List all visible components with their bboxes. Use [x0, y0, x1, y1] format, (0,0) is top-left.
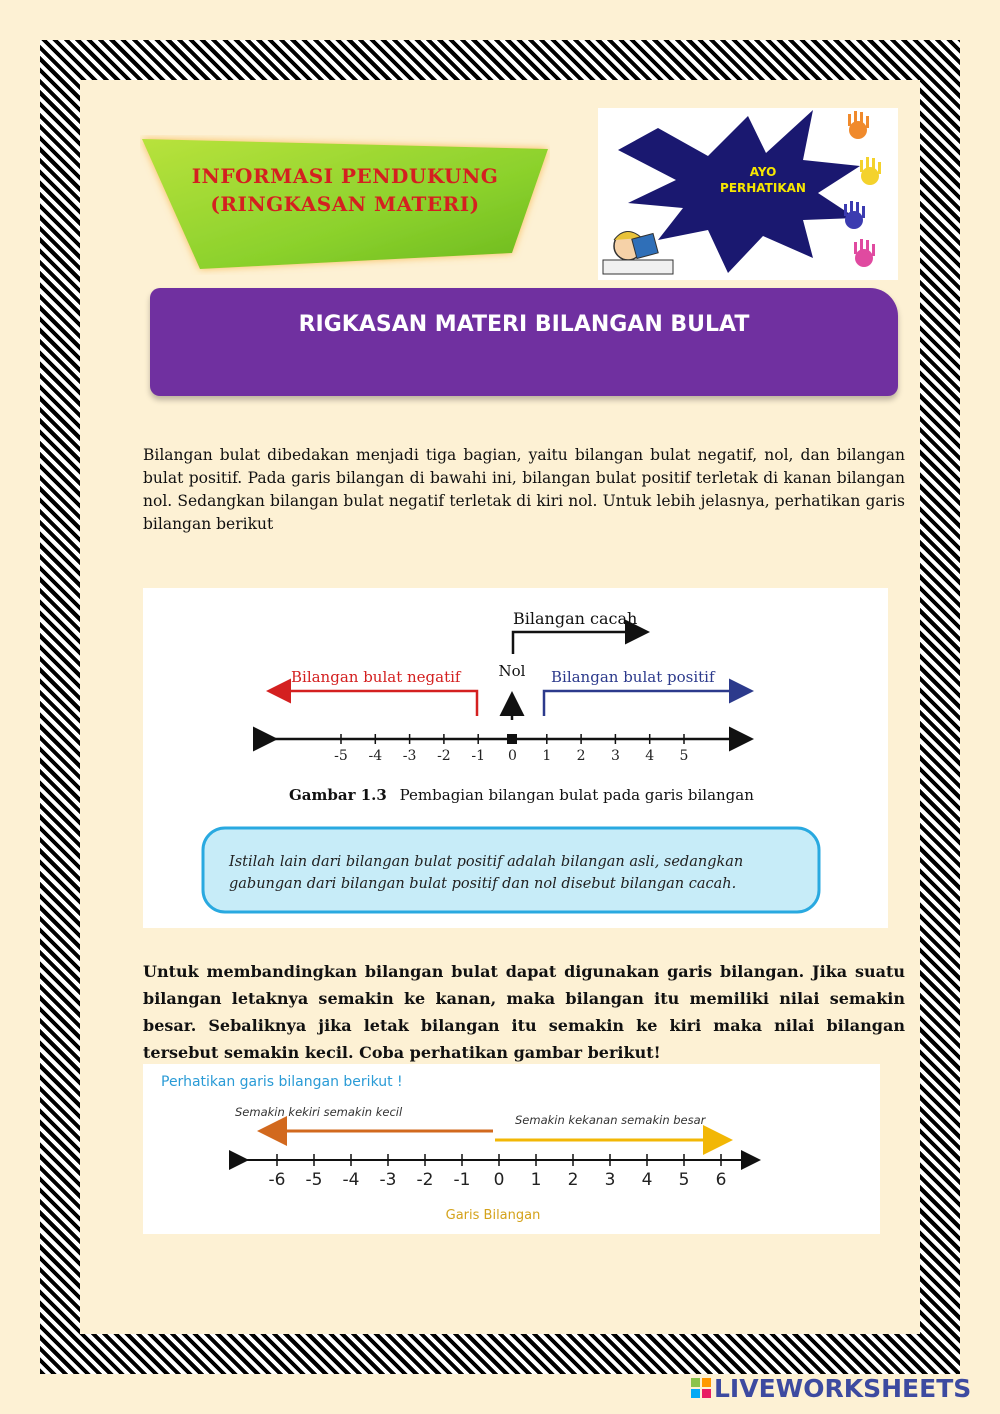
banner-line1: INFORMASI PENDUKUNG: [191, 164, 499, 188]
hand-icon-yellow: [860, 157, 881, 185]
cacah-arrow: [513, 632, 645, 654]
cacah-label: Bilangan cacah: [513, 609, 638, 628]
fig2-tick-label: 2: [567, 1170, 579, 1190]
hand-icon-orange: [848, 111, 869, 139]
fig2-tick-label: -5: [305, 1170, 323, 1190]
fig1-tick-label: 0: [508, 748, 517, 764]
ayo-perhatikan-illustration: [598, 108, 898, 280]
section-title: RIGKASAN MATERI BILANGAN BULAT: [298, 312, 750, 337]
fig2-tick-label: -4: [342, 1170, 360, 1190]
liveworksheets-watermark: LIVEWORKSHEETS: [714, 1374, 972, 1403]
hand-icon-blue: [844, 201, 865, 229]
fig1-tick-label: 5: [679, 748, 689, 764]
fig2-tick-label: 0: [493, 1170, 505, 1190]
fig1-tick-label: 1: [542, 748, 552, 764]
banner-title: [185, 162, 505, 218]
banner-line2: (RINGKASAN MATERI): [210, 192, 480, 216]
note-box: [203, 828, 819, 912]
comparison-paragraph: Untuk membandingkan bilangan bulat dapat digunakan garis bilangan. Jika suatu bilangan letaknya semakin ke kanan, maka bilangan itu memiliki nilai semakin besar. Sebaliknya jika letak bilangan itu semakin ke kiri maka nilai bilangan tersebut semakin kecil. Coba perhatikan gambar berikut!: [143, 962, 905, 1062]
fig2-tick-label: -1: [453, 1170, 471, 1190]
fig1-tick-label: -1: [471, 748, 486, 764]
left-direction-label: Semakin kekiri semakin kecil: [235, 1105, 403, 1119]
figure2-heading: Perhatikan garis bilangan berikut !: [161, 1074, 403, 1090]
ayo-text-line2: PERHATIKAN: [720, 181, 806, 195]
negatif-label: Bilangan bulat negatif: [291, 668, 461, 686]
fig2-tick-label: -3: [379, 1170, 397, 1190]
positif-label: Bilangan bulat positif: [551, 668, 715, 686]
liveworksheets-logo-icon: [690, 1372, 714, 1412]
figure-number-line-division: [143, 588, 888, 928]
negatif-arrow: [271, 691, 477, 716]
fig2-tick-label: 3: [604, 1170, 616, 1190]
fig2-tick-label: -2: [416, 1170, 434, 1190]
figure1-caption-bold: Gambar 1.3: [289, 786, 387, 804]
fig1-tick-label: -2: [437, 748, 451, 764]
nol-label: Nol: [498, 662, 526, 680]
fig1-tick-label: -5: [334, 748, 348, 764]
figure-number-line-comparison: [143, 1064, 880, 1234]
fig2-tick-label: 5: [678, 1170, 690, 1190]
intro-paragraph: Bilangan bulat dibedakan menjadi tiga bagian, yaitu bilangan bulat negatif, nol, dan bilangan bulat positif. Pada garis bilangan di bawahi ini, bilangan bulat positif terletak di kanan bilangan nol. Sedangkan bilangan bulat negatif terletak di kiri nol. Untuk lebih jelasnya, perhatikan garis bilangan berikut: [143, 446, 905, 533]
fig1-tick-label: -4: [368, 748, 383, 764]
fig2-tick-label: 6: [715, 1170, 727, 1190]
hand-icon-pink: [854, 239, 875, 267]
fig1-tick-label: 4: [645, 748, 655, 764]
note-line2: gabungan dari bilangan bulat positif dan nol disebut bilangan cacah.: [229, 876, 737, 892]
fig1-tick-label: 2: [576, 748, 586, 764]
fig2-tick-label: -6: [268, 1170, 286, 1190]
section-title-bar: [150, 288, 898, 396]
positif-arrow: [544, 691, 749, 716]
figure1-caption-text: Pembagian bilangan bulat pada garis bilangan: [399, 786, 754, 804]
figure1-caption: [289, 786, 754, 804]
figure2-caption: Garis Bilangan: [445, 1208, 541, 1223]
fig1-tick-label: 3: [610, 748, 620, 764]
fig1-tick-label: -3: [402, 748, 417, 764]
right-direction-label: Semakin kekanan semakin besar: [515, 1113, 706, 1127]
ayo-text-line1: AYO: [749, 165, 777, 179]
note-line1: Istilah lain dari bilangan bulat positif adalah bilangan asli, sedangkan: [229, 854, 744, 870]
fig2-tick-label: 4: [641, 1170, 653, 1190]
fig2-tick-label: 1: [530, 1170, 542, 1190]
